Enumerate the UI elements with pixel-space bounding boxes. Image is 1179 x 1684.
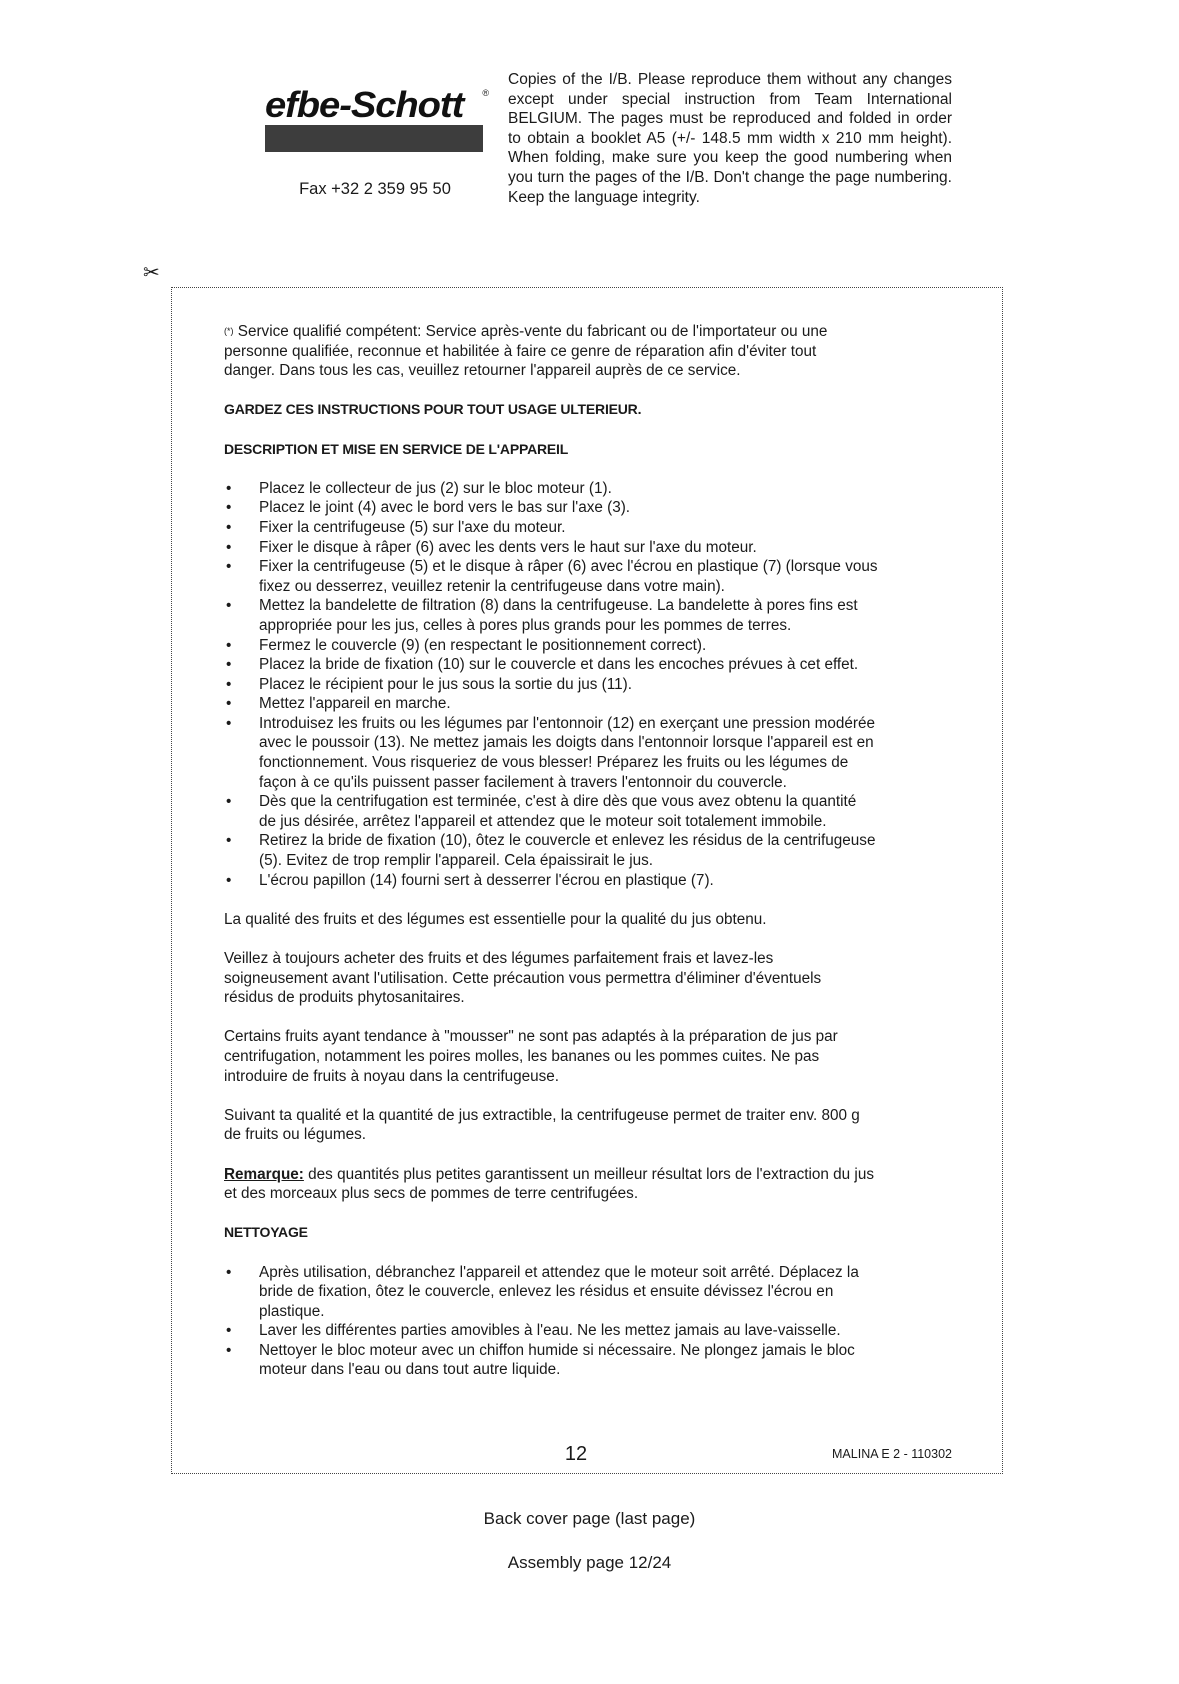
bullet-icon: • (226, 656, 232, 674)
bullet-icon: • (226, 871, 232, 889)
remark-line: et des morceaux plus secs de pommes de terre centrifugées. (224, 1185, 639, 1203)
cleaning-list (224, 1263, 959, 1381)
list-item (224, 831, 959, 870)
paragraph (224, 949, 959, 1008)
list-item-line: Fixer la centrifugeuse (5) sur l'axe du moteur. (259, 518, 566, 536)
bullet-icon: • (226, 558, 232, 576)
list-item-line: avec le poussoir (13). Ne mettez jamais les doigts dans l'entonnoir lorsque l'appareil est en (259, 734, 874, 752)
list-item (224, 714, 959, 792)
heading-keep-instructions: GARDEZ CES INSTRUCTIONS POUR TOUT USAGE ULTERIEUR. (224, 401, 642, 418)
list-item (224, 557, 959, 596)
list-item-line: Mettez l'appareil en marche. (259, 695, 451, 713)
registered-mark: ® (482, 88, 489, 98)
paragraph (224, 1027, 959, 1086)
remark (224, 1165, 959, 1204)
footnote-mark: (*) (224, 326, 234, 336)
list-item-line: Laver les différentes parties amovibles à l'eau. Ne les mettez jamais au lave-vaisselle. (259, 1322, 841, 1340)
list-item-line: L'écrou papillon (14) fourni sert à desserrer l'écrou en plastique (7). (259, 871, 714, 889)
description-list (224, 479, 959, 890)
list-item (224, 675, 959, 695)
list-item-line: plastique. (259, 1302, 325, 1320)
bullet-icon: • (226, 538, 232, 556)
footnote-line (224, 322, 959, 342)
paragraph (224, 1106, 959, 1145)
paragraphs (224, 910, 959, 1145)
bullet-icon: • (226, 479, 232, 497)
scissors-icon: ✂ (143, 262, 160, 284)
bullet-icon: • (226, 518, 232, 536)
paragraph-line: introduire de fruits à noyau dans la centrifugeuse. (224, 1067, 560, 1085)
list-item-line: bride de fixation, ôtez le couvercle, enlevez les résidus et ensuite dévissez l'écrou en (259, 1283, 834, 1301)
list-item-line: moteur dans l'eau ou dans tout autre liquide. (259, 1361, 561, 1379)
list-item-line: Fixer la centrifugeuse (5) et le disque à râper (6) avec l'écrou en plastique (7) (lorsque vous (259, 558, 878, 576)
paragraph-line: La qualité des fruits et des légumes est essentielle pour la qualité du jus obtenu. (224, 910, 767, 928)
bullet-icon: • (226, 695, 232, 713)
list-item-line: Retirez la bride de fixation (10), ôtez le couvercle et enlevez les résidus de la centrifugeuse (259, 832, 876, 850)
list-item-line: Après utilisation, débranchez l'appareil et attendez que le moteur soit arrêté. Déplacez la (259, 1263, 859, 1281)
footnote (224, 322, 959, 381)
reproduction-notice: Copies of the I/B. Please reproduce them without any changes except under special instruction from Team International BELGIUM. The pages must be reproduced and folded in order to obtain a booklet A5 (+/- 148.5 mm width x 210 mm height). When folding, make sure you keep the good numbering when you turn the pages of the I/B. Don't change the page numbering. Keep the language integrity. (508, 71, 952, 206)
list-item (224, 1263, 959, 1322)
logo-wordmark: efbe-Schott (265, 84, 464, 125)
list-item-line: de jus désirée, arrêtez l'appareil et attendez que le moteur soit totalement immobile. (259, 812, 827, 830)
bullet-icon: • (226, 1322, 232, 1340)
list-item (224, 1341, 959, 1380)
bullet-icon: • (226, 832, 232, 850)
list-item-line: Mettez la bandelette de filtration (8) dans la centrifugeuse. La bandelette à pores fins est (259, 597, 858, 615)
list-item (224, 498, 959, 518)
list-item-line: (5). Evitez de trop remplir l'appareil. Cela épaissirait le jus. (259, 852, 653, 870)
list-item (224, 655, 959, 675)
list-item-line: Placez le récipient pour le jus sous la sortie du jus (11). (259, 675, 632, 693)
bullet-icon: • (226, 597, 232, 615)
bullet-icon: • (226, 1263, 232, 1281)
list-item (224, 871, 959, 891)
footnote-line: danger. Dans tous les cas, veuillez retourner l'appareil auprès de ce service. (224, 362, 741, 380)
list-item (224, 518, 959, 538)
back-cover-label: Back cover page (last page) (483, 1509, 696, 1528)
list-item-line: Placez le joint (4) avec le bord vers le bas sur l'axe (3). (259, 499, 631, 517)
paragraph-line: Veillez à toujours acheter des fruits et des légumes parfaitement frais et lavez-les (224, 950, 774, 967)
list-item (224, 538, 959, 558)
list-item (224, 596, 959, 635)
footnote-text: Service qualifié compétent: Service après-vente du fabricant ou de l'importateur ou une (233, 323, 828, 340)
bullet-icon: • (226, 1341, 232, 1359)
list-item (224, 636, 959, 656)
bullet-icon: • (226, 714, 232, 732)
bullet-icon: • (226, 793, 232, 811)
paragraph-line: Suivant ta qualité et la quantité de jus extractible, la centrifugeuse permet de traiter env. 800 g (224, 1106, 860, 1124)
paragraph-line: Certains fruits ayant tendance à "mousser" ne sont pas adaptés à la préparation de jus par (224, 1028, 838, 1046)
paragraph-line: soigneusement avant l'utilisation. Cette précaution vous permettra d'éliminer d'éventuels (224, 969, 822, 987)
list-item-line: Placez le collecteur de jus (2) sur le bloc moteur (1). (259, 479, 612, 497)
bullet-icon: • (226, 675, 232, 693)
list-item-line: Nettoyer le bloc moteur avec un chiffon humide si nécessaire. Ne plongez jamais le bloc (259, 1341, 855, 1359)
page-number: 12 (564, 1443, 588, 1465)
list-item-line: façon à ce qu'ils puissent passer facilement à travers l'entonnoir du couvercle. (259, 773, 787, 791)
paragraph-line: centrifugation, notamment les poires molles, les bananes ou les pommes cuites. Ne pas (224, 1047, 820, 1065)
page-content (224, 322, 959, 1400)
efbe-schott-logo (265, 84, 489, 152)
logo-bar (265, 125, 483, 152)
list-item (224, 479, 959, 499)
list-item-line: appropriée pour les jus, celles à pores plus grands pour les pommes de terres. (259, 616, 792, 634)
list-item (224, 792, 959, 831)
list-item-line: fixez ou desserrez, veuillez retenir la centrifugeuse dans votre main). (259, 577, 725, 595)
bullet-icon: • (226, 499, 232, 517)
list-item-line: Introduisez les fruits ou les légumes par l'entonnoir (12) en exerçant une pression modérée (259, 714, 875, 732)
footnote-line: personne qualifiée, reconnue et habilitée à faire ce genre de réparation afin d'éviter tout (224, 342, 817, 360)
model-code: MALINA E 2 - 110302 (832, 1447, 952, 1461)
bullet-icon: • (226, 636, 232, 654)
list-item-line: Fixer le disque à râper (6) avec les dents vers le haut sur l'axe du moteur. (259, 538, 757, 556)
list-item (224, 694, 959, 714)
list-item-line: Fermez le couvercle (9) (en respectant le positionnement correct). (259, 636, 707, 654)
list-item-line: Dès que la centrifugation est terminée, c'est à dire dès que vous avez obtenu la quantité (259, 793, 857, 811)
paragraph-line: résidus de produits phytosanitaires. (224, 989, 465, 1007)
paragraph-line: de fruits ou légumes. (224, 1126, 366, 1144)
remark-line (224, 1165, 959, 1185)
list-item-line: fonctionnement. Vous risqueriez de vous blesser! Préparez les fruits ou les légumes de (259, 754, 849, 772)
heading-description: DESCRIPTION ET MISE EN SERVICE DE L'APPAREIL (224, 440, 569, 457)
assembly-page-label: Assembly page 12/24 (507, 1553, 672, 1572)
heading-cleaning: NETTOYAGE (224, 1224, 308, 1241)
list-item (224, 1321, 959, 1341)
paragraph (224, 910, 959, 930)
remark-label: Remarque: (224, 1165, 304, 1183)
list-item-line: Placez la bride de fixation (10) sur le couvercle et dans les encoches prévues à cet effet. (259, 656, 859, 674)
remark-text: des quantités plus petites garantissent un meilleur résultat lors de l'extraction du jus (303, 1165, 874, 1183)
fax-number: Fax +32 2 359 95 50 (299, 180, 451, 198)
